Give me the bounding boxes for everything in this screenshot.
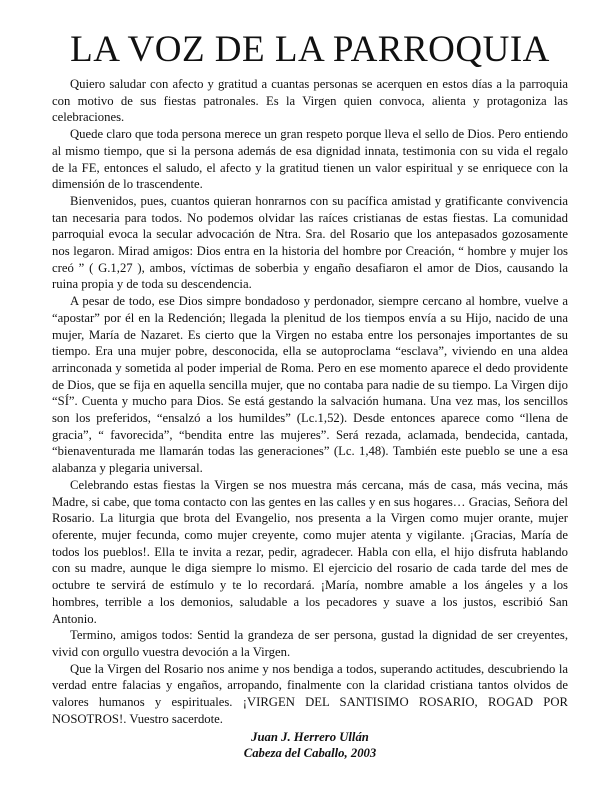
paragraph-welcome: Bienvenidos, pues, cuantos quieran honrarnos con su pacífica amistad y gratificante convivencia tan necesaria para todos. No podemos olvidar las raíces cristianas de estas fiestas. La comunidad parroquial evoca la secular advocación de Ntra. Sra. del Rosario que los antepasados gozosamente nos legaron. Mirad amigos: Dios entra en la historia del hombre por Creación, “ hombre y mujer los creó ” ( G.1,27 ), ambos, víctimas de soberbia y engaño desafiaron el amor de Dios, causando la ruina propia y de toda su descendencia.	[52, 193, 568, 292]
signature-place-date: Cabeza del Caballo, 2003	[243, 746, 377, 761]
signature-block	[52, 729, 568, 761]
document-page	[52, 30, 568, 761]
signature-author: Juan J. Herrero Ullán	[251, 730, 369, 745]
paragraph-dignity: Quede claro que toda persona merece un gran respeto porque lleva el sello de Dios. Pero entiendo al mismo tiempo, que si la persona además de esa dignidad innata, testimonia con su vida el regalo de la FE, entonces el saludo, el afecto y la gratitud tienen un valor espiritual y se enriquece con la dimensión de lo trascendente.	[52, 127, 568, 192]
paragraph-greeting: Quiero saludar con afecto y gratitud a cuantas personas se acerquen en estos días a la parroquia con motivo de sus fiestas patronales. Es la Virgen quien convoca, alienta y protagoniza las celebraciones.	[52, 77, 568, 125]
paragraph-closing: Termino, amigos todos: Sentid la grandeza de ser persona, gustad la dignidad de ser creyentes, vivid con orgullo vuestra devoción a la Virgen.	[52, 628, 568, 659]
paragraph-blessing: Que la Virgen del Rosario nos anime y nos bendiga a todos, superando actitudes, descubriendo la verdad entre falacias y engaños, arropando, finalmente con la claridad cristiana tantos olvidos de valores humanos y espirituales. ¡VIRGEN DEL SANTISIMO ROSARIO, ROGAD POR NOSOTROS!. Vuestro sacerdote.	[52, 661, 568, 726]
paragraph-redemption: A pesar de todo, ese Dios simpre bondadoso y perdonador, siempre cercano al hombre, vuelve a “apostar” por él en la Redención; llegada la plenitud de los tiempos envía a su Hijo, nacido de una mujer, María de Nazaret. Es cierto que la Virgen no estaba entre los personajes importantes de su tiempo. Era una mujer pobre, desconocida, ella se autoproclama “esclava”, viviendo en una aldea arrinconada y sometida al poder imperial de Roma. Pero en ese momento aparece el dedo providente de Dios, que se fija en aquella sencilla mujer, que no contaba para nadie de su tiempo. La Virgen dijo “SÍ”. Cuenta y mucho para Dios. Se está gestando la salvación humana. Una vez mas, los sencillos son los preferidos, “ensalzó a los humildes” (Lc.1,52). Desde entonces aparece como “llena de gracia”, “ favorecida”, “bendita entre las mujeres”. Será rezada, aclamada, bendecida, cantada, “bienaventurada me llamarán todas las generaciones” (Lc. 1,48). También este pueblo se une a esa alabanza y plegaria universal.	[52, 294, 568, 476]
page-title: LA VOZ DE LA PARROQUIA	[70, 29, 550, 70]
paragraph-celebration: Celebrando estas fiestas la Virgen se nos muestra más cercana, más de casa, más vecina, más Madre, si cabe, que toma contacto con las gentes en las calles y en sus hogares… Gracias, Señora del Rosario. La liturgia que brota del Evangelio, nos presenta a la Virgen como mujer orante, mujer oferente, mujer fecunda, como mujer creyente, como mujer atenta y vigilante. ¡Gracias, María de todos los pueblos!. Ella te invita a rezar, pedir, agradecer. Habla con ella, el hijo disfruta hablando con su madre, aunque le diga siempre lo mismo. El ejercicio del rosario de cada tarde del mes de octubre te servirá de estímulo y te lo recordará. ¡María, nombre amable a los ángeles y a los hombres, terrible a los demonios, saludable a los pecadores y suave a los justos, escribió San Antonio.	[52, 477, 568, 626]
